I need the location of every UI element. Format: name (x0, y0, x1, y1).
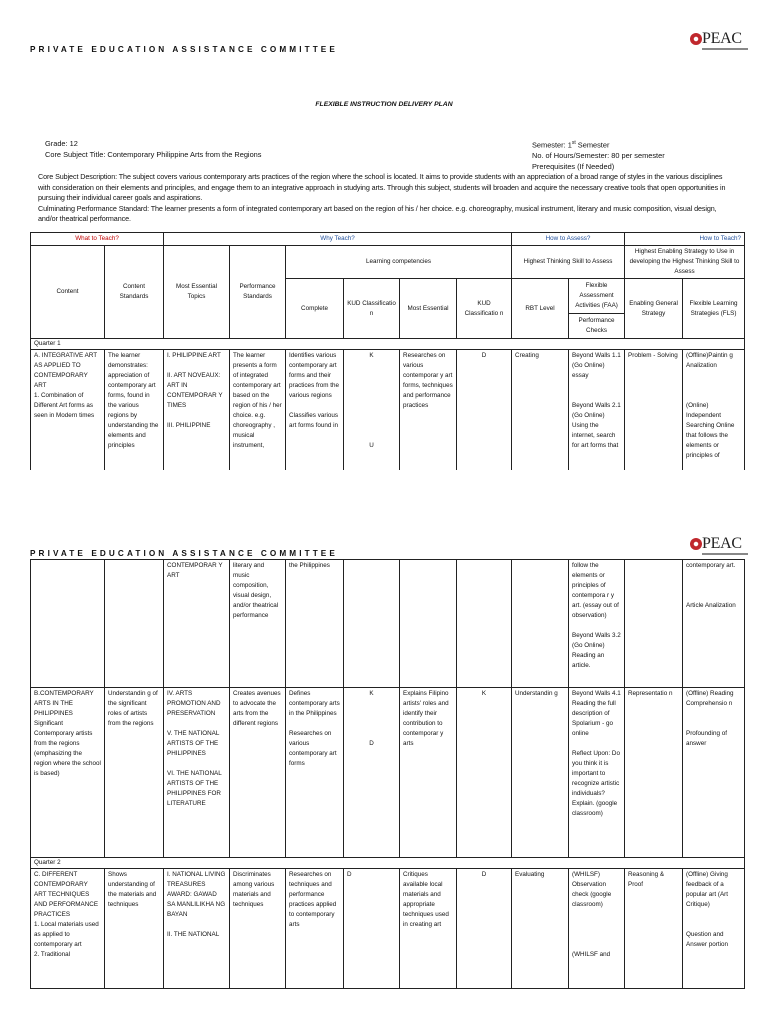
cell-content (31, 560, 105, 688)
cell-most-essential: Researches on various contemporar y art forms, techniques and performance practices (400, 350, 457, 471)
grade: Grade: 12 (45, 139, 78, 148)
cell-rbt: Evaluating (512, 869, 569, 989)
logo-underline (702, 48, 748, 50)
enabling-general-header: Enabling General Strategy (625, 279, 683, 339)
quarter-1-label: Quarter 1 (31, 339, 745, 350)
highest-thinking-header: Highest Thinking Skill to Assess (512, 246, 625, 279)
quarter-2-label: Quarter 2 (31, 858, 745, 869)
prerequisites: Prerequisites (If Needed) (532, 162, 615, 172)
cell-fls: (Offline) Reading Comprehensio n Profounding of answer (683, 688, 745, 858)
kud-header-1: KUD Classificatio n (344, 279, 400, 339)
cell-kud-1 (344, 560, 400, 688)
document-title: FLEXIBLE INSTRUCTION DELIVERY PLAN (315, 101, 453, 108)
cell-faa: Beyond Walls 4.1 Reading the full description of Spolarium - go online Reflect Upon: Do you think it is important to recognize artistic individuals? Explain. (google classroom) (569, 688, 625, 858)
cell-performance: The learner presents a form of integrated contemporary art based on the region of his / her choice. e.g. choreography , musical instrument, (230, 350, 286, 471)
cell-fls: contemporary art. Article Analization (683, 560, 745, 688)
cell-enabling (625, 560, 683, 688)
cell-content-standards: The learner demonstrates: appreciation of contemporary art forms, found in the various regions by understanding the elements and principles (105, 350, 164, 471)
cell-rbt (512, 560, 569, 688)
cell-performance: literary and music composition, visual design, and/or theatrical performance (230, 560, 286, 688)
cell-kud-2 (457, 560, 512, 688)
semester: Semester: 1st Semester (532, 140, 610, 150)
complete-header: Complete (286, 279, 344, 339)
cell-content: B.CONTEMPORARY ARTS IN THE PHILIPPINES Significant Contemporary artists from the regions (emphasizing the region where the school is based) (31, 688, 105, 858)
cell-rbt: Creating (512, 350, 569, 471)
fls-header: Flexible Learning Strategies (FLS) (683, 279, 745, 339)
highest-enabling-header: Highest Enabling Strategy to Use in developing the Highest Thinking Skill to Assess (625, 246, 745, 279)
peac-logo-icon (690, 538, 702, 550)
core-subject-title: Core Subject Title: Contemporary Philippine Arts from the Regions (45, 150, 262, 159)
meta-left (45, 138, 261, 160)
plan-table-page-1 (30, 232, 745, 470)
content-header: Content (31, 246, 105, 339)
cell-topics: CONTEMPORAR Y ART (164, 560, 230, 688)
document-page-2 (0, 530, 768, 1024)
plan-table-page-2 (30, 559, 745, 989)
cell-kud-1: D (344, 869, 400, 989)
cell-complete: Defines contemporary arts in the Philippines Researches on various contemporary art forms (286, 688, 344, 858)
cell-fls: (Offline) Giving feedback of a popular art (Art Critique) Question and Answer portion (683, 869, 745, 989)
peac-logo (690, 30, 750, 58)
cell-content-standards (105, 560, 164, 688)
hours-per-semester: No. of Hours/Semester: 80 per semester (532, 151, 665, 161)
logo-text: PEAC (702, 30, 742, 47)
cell-most-essential: Critiques available local materials and appropriate techniques used in creating art (400, 869, 457, 989)
how-to-teach-header: How to Teach? (625, 233, 745, 246)
cell-faa: (WHILSF) Observation check (google classroom) (WHILSF and (569, 869, 625, 989)
cell-topics: IV. ARTS PROMOTION AND PRESERVATION V. THE NATIONAL ARTISTS OF THE PHILIPPINES VI. THE NATIONAL ARTISTS OF THE PHILIPPINES FOR LITERATURE (164, 688, 230, 858)
logo-underline (702, 553, 748, 555)
cell-rbt: Understandin g (512, 688, 569, 858)
subject-description (38, 172, 728, 225)
cell-most-essential: Explains Filipino artists' roles and identify their contribution to contemporar y arts (400, 688, 457, 858)
cell-kud-2: D (457, 869, 512, 989)
org-name: PRIVATE EDUCATION ASSISTANCE COMMITTEE (30, 45, 338, 54)
cell-complete: the Philippines (286, 560, 344, 688)
cell-kud-1: K U (344, 350, 400, 471)
how-to-assess-header: How to Assess? (512, 233, 625, 246)
cell-topics: I. PHILIPPINE ART II. ART NOVEAUX: ART IN CONTEMPORAR Y TIMES III. PHILIPPINE (164, 350, 230, 471)
what-to-teach-header: What to Teach? (31, 233, 164, 246)
table-row (31, 350, 745, 471)
cell-topics: I. NATIONAL LIVING TREASURES AWARD: GAWAD SA MANLILIKHA NG BAYAN II. THE NATIONAL (164, 869, 230, 989)
cell-content-standards: Shows understanding of the materials and techniques (105, 869, 164, 989)
document-page-1 (0, 0, 768, 470)
performance-standards-header: Performance Standards (230, 246, 286, 339)
culminating-performance-standard: Culminating Performance Standard: The learner presents a form of integrated contemporary art based on the region of his / her choice. e.g. choreography, musical instrument, literary and music composition, visual design, and/or theatrical performance. (38, 203, 717, 223)
cell-performance: Creates avenues to advocate the arts from the different regions (230, 688, 286, 858)
content-standards-header: Content Standards (105, 246, 164, 339)
cell-enabling: Problem - Solving (625, 350, 683, 471)
cell-content: C. DIFFERENT CONTEMPORARY ART TECHNIQUES AND PERFORMANCE PRACTICES 1. Local materials used as applied to contemporary art 2. Traditional (31, 869, 105, 989)
most-essential-header: Most Essential (400, 279, 457, 339)
org-name: PRIVATE EDUCATION ASSISTANCE COMMITTEE (30, 549, 338, 558)
cell-fls: (Offline)Paintin g Analization (Online) Independent Searching Online that follows the elements or principles of (683, 350, 745, 471)
cell-enabling: Reasoning & Proof (625, 869, 683, 989)
core-subject-description: Core Subject Description: The subject covers various contemporary arts practices of the region where the school is located. It aims to provide students with an appreciation of a broad range of styles in the various disciplines with consideration on their elements and principles, and engage them to an integrative approach in studying arts. Through this subject, students will broaden and acquire the necessary creative tools that open opportunities in pursuing their individual career goals and aspirations. (38, 172, 726, 202)
cell-faa: follow the elements or principles of contempora r y art. (essay out of observation) Beyond Walls 3.2 (Go Online) Reading an article. (569, 560, 625, 688)
cell-content: A. INTEGRATIVE ART AS APPLIED TO CONTEMPORARY ART 1. Combination of Different Art forms as seen in Modern times (31, 350, 105, 471)
cell-enabling: Representatio n (625, 688, 683, 858)
cell-complete: Identifies various contemporary art forms and their practices from the various regions Classifies various art forms found in (286, 350, 344, 471)
cell-content-standards: Understandin g of the significant roles of artists from the regions (105, 688, 164, 858)
cell-kud-1: K D (344, 688, 400, 858)
faa-header: Flexible Assessment Activities (FAA) Performance Checks (569, 279, 625, 339)
cell-faa: Beyond Walls 1.1 (Go Online) essay Beyond Walls 2.1 (Go Online) Using the internet, search for art forms that (569, 350, 625, 471)
table-row (31, 869, 745, 989)
kud-header-2: KUD Classificatio n (457, 279, 512, 339)
learning-competencies-header: Learning competencies (286, 246, 512, 279)
cell-kud-2: K (457, 688, 512, 858)
table-row (31, 560, 745, 688)
logo-text: PEAC (702, 535, 742, 552)
peac-logo-icon (690, 33, 702, 45)
cell-kud-2: D (457, 350, 512, 471)
cell-complete: Researches on techniques and performance practices applied to contemporary arts (286, 869, 344, 989)
meta-right (532, 138, 665, 172)
rbt-level-header: RBT Level (512, 279, 569, 339)
cell-performance: Discriminates among various materials and techniques (230, 869, 286, 989)
why-teach-header: Why Teach? (164, 233, 512, 246)
cell-most-essential (400, 560, 457, 688)
essential-topics-header: Most Essential Topics (164, 246, 230, 339)
table-row (31, 688, 745, 858)
